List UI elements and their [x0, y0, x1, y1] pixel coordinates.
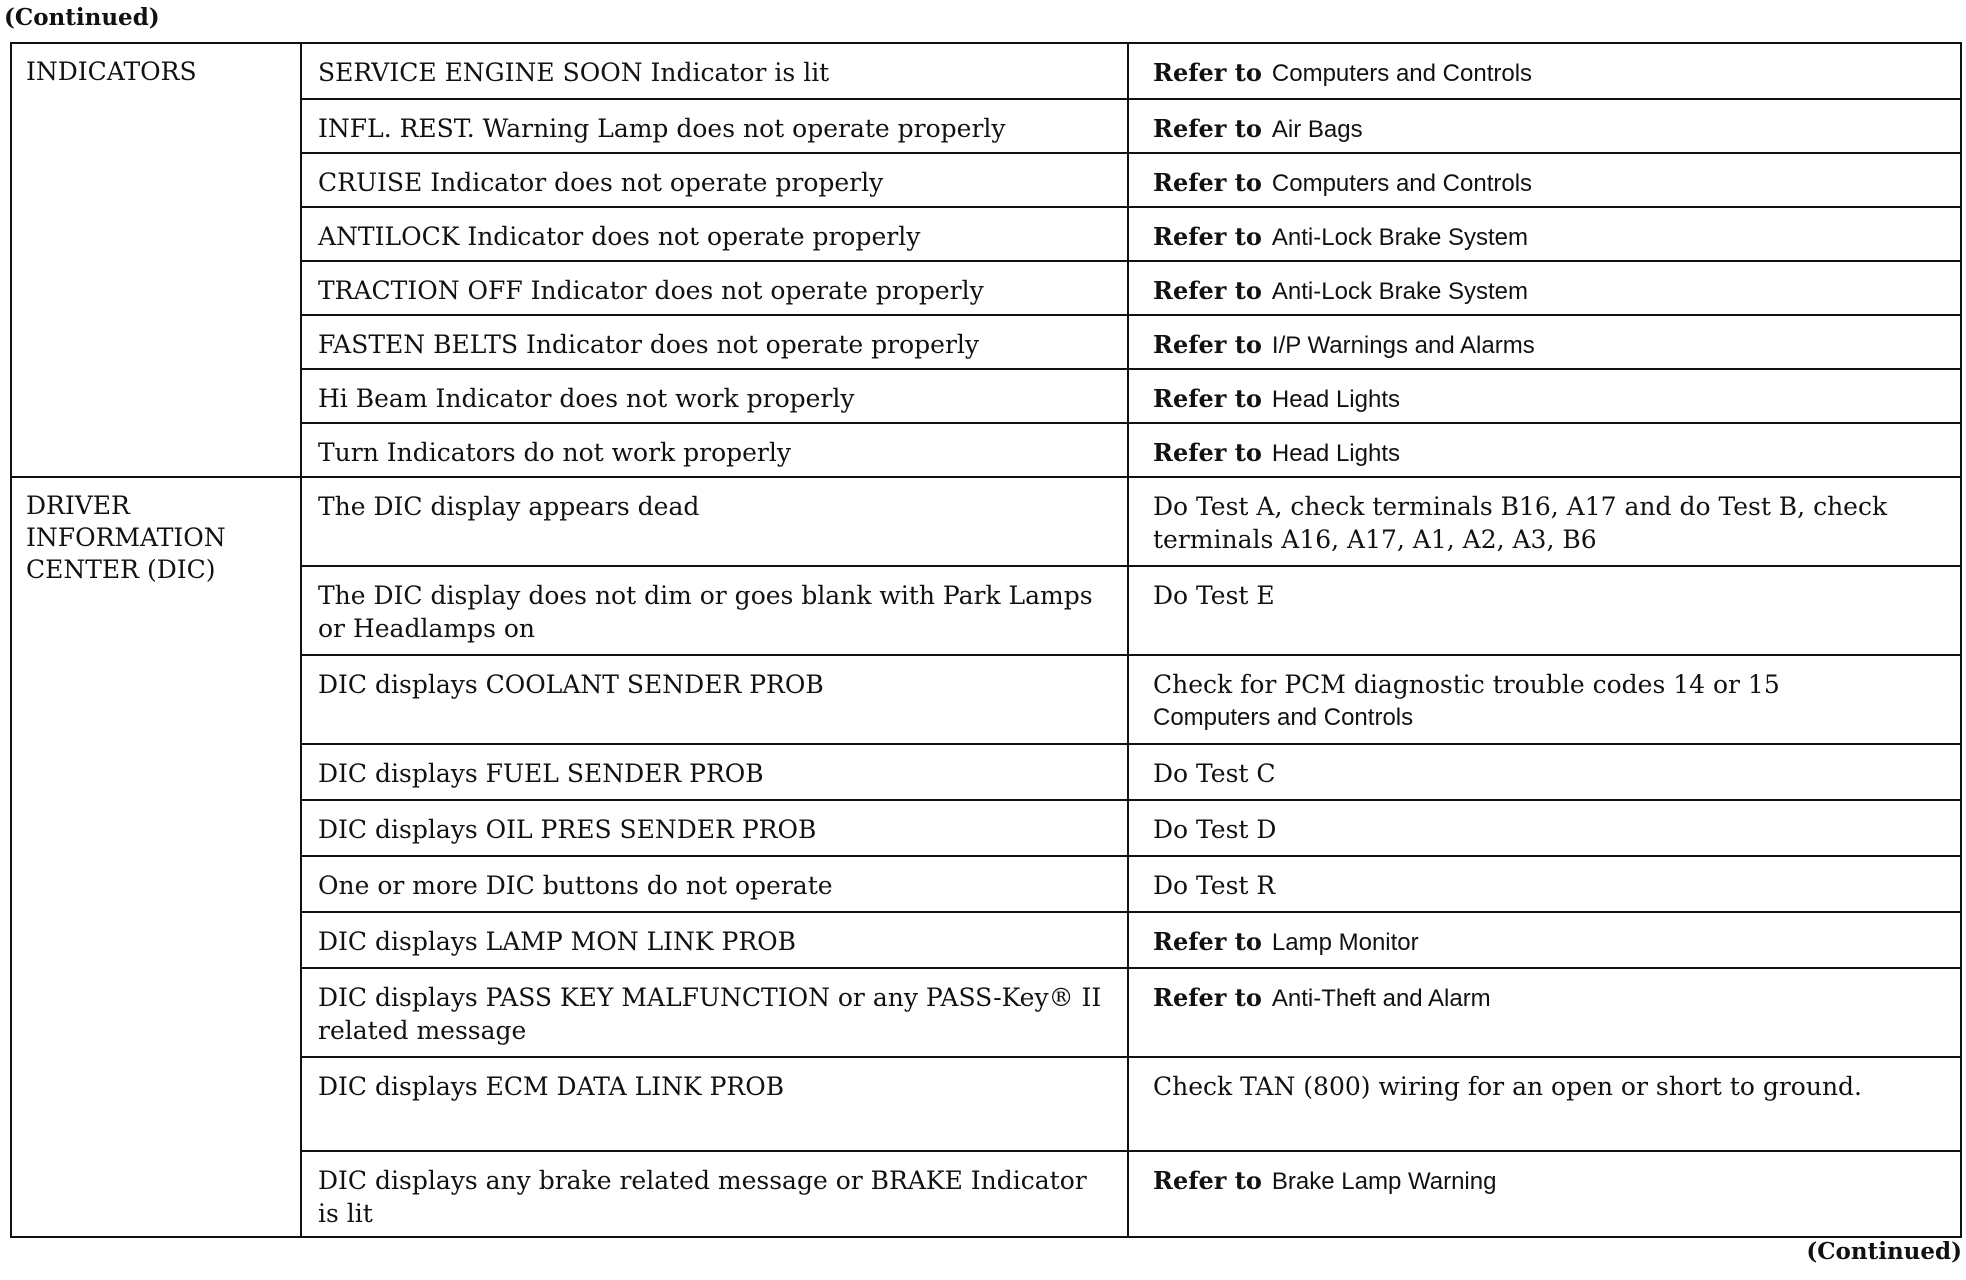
- symptom-cell: INFL. REST. Warning Lamp does not operate properly: [301, 99, 1128, 153]
- table-row: [11, 423, 1961, 477]
- table-row: [11, 99, 1961, 153]
- table-row: [11, 856, 1961, 912]
- table-row: [11, 968, 1961, 1057]
- table-row: [11, 261, 1961, 315]
- table-row: [11, 912, 1961, 968]
- action-cell: [1128, 315, 1961, 369]
- action-cell: Do Test A, check terminals B16, A17 and do Test B, check terminals A16, A17, A1, A2, A3, B6: [1128, 477, 1961, 566]
- diagnosis-table: [10, 42, 1962, 1238]
- refer-target: I/P Warnings and Alarms: [1271, 332, 1535, 359]
- action-cell: [1128, 423, 1961, 477]
- symptom-cell: CRUISE Indicator does not operate properly: [301, 153, 1128, 207]
- table-row: [11, 1151, 1961, 1237]
- action-cell: Do Test C: [1128, 744, 1961, 800]
- table-row: [11, 207, 1961, 261]
- symptom-cell: TRACTION OFF Indicator does not operate properly: [301, 261, 1128, 315]
- continued-bottom-label: (Continued): [1806, 1238, 1962, 1265]
- table-row: [11, 369, 1961, 423]
- symptom-cell: DIC displays COOLANT SENDER PROB: [301, 655, 1128, 744]
- symptom-cell: Hi Beam Indicator does not work properly: [301, 369, 1128, 423]
- refer-label: Refer to: [1153, 384, 1262, 413]
- symptom-cell: ANTILOCK Indicator does not operate properly: [301, 207, 1128, 261]
- refer-target: Head Lights: [1271, 440, 1400, 467]
- action-cell: Do Test D: [1128, 800, 1961, 856]
- symptom-cell: The DIC display does not dim or goes blank with Park Lamps or Headlamps on: [301, 566, 1128, 655]
- refer-target: Air Bags: [1271, 116, 1363, 143]
- action-note: Computers and Controls: [1153, 704, 1414, 731]
- table-row: [11, 43, 1961, 99]
- refer-target: Computers and Controls: [1271, 60, 1533, 87]
- table-row: [11, 1057, 1961, 1151]
- action-cell: Do Test E: [1128, 566, 1961, 655]
- symptom-cell: The DIC display appears dead: [301, 477, 1128, 566]
- action-cell: Check TAN (800) wiring for an open or short to ground.: [1128, 1057, 1961, 1151]
- refer-target: Anti-Lock Brake System: [1271, 224, 1528, 251]
- refer-label: Refer to: [1153, 168, 1262, 197]
- refer-label: Refer to: [1153, 1166, 1262, 1195]
- action-cell: [1128, 261, 1961, 315]
- symptom-cell: One or more DIC buttons do not operate: [301, 856, 1128, 912]
- action-cell: [1128, 153, 1961, 207]
- action-cell: [1128, 912, 1961, 968]
- refer-target: Anti-Lock Brake System: [1271, 278, 1528, 305]
- action-text: Check for PCM diagnostic trouble codes 14 or 15: [1153, 670, 1780, 699]
- table-row: [11, 315, 1961, 369]
- refer-target: Head Lights: [1271, 386, 1400, 413]
- action-cell: [1128, 207, 1961, 261]
- action-cell: [1128, 43, 1961, 99]
- refer-target: Anti-Theft and Alarm: [1271, 985, 1491, 1012]
- refer-target: Brake Lamp Warning: [1271, 1168, 1497, 1195]
- table-row: [11, 655, 1961, 744]
- action-cell: [1128, 968, 1961, 1057]
- symptom-cell: DIC displays PASS KEY MALFUNCTION or any PASS-Key® II related message: [301, 968, 1128, 1057]
- symptom-cell: DIC displays ECM DATA LINK PROB: [301, 1057, 1128, 1151]
- symptom-cell: Turn Indicators do not work properly: [301, 423, 1128, 477]
- refer-target: Lamp Monitor: [1271, 929, 1419, 956]
- action-cell: Do Test R: [1128, 856, 1961, 912]
- symptom-cell: DIC displays OIL PRES SENDER PROB: [301, 800, 1128, 856]
- table-row: [11, 744, 1961, 800]
- refer-target: Computers and Controls: [1271, 170, 1533, 197]
- refer-label: Refer to: [1153, 276, 1262, 305]
- symptom-cell: DIC displays any brake related message or BRAKE Indicator is lit: [301, 1151, 1128, 1237]
- action-cell: [1128, 99, 1961, 153]
- refer-label: Refer to: [1153, 222, 1262, 251]
- symptom-cell: FASTEN BELTS Indicator does not operate properly: [301, 315, 1128, 369]
- symptom-cell: SERVICE ENGINE SOON Indicator is lit: [301, 43, 1128, 99]
- refer-label: Refer to: [1153, 330, 1262, 359]
- refer-label: Refer to: [1153, 58, 1262, 87]
- refer-label: Refer to: [1153, 438, 1262, 467]
- group-label-indicators: INDICATORS: [11, 43, 301, 477]
- table-row: [11, 477, 1961, 566]
- table-row: [11, 800, 1961, 856]
- action-cell: [1128, 369, 1961, 423]
- symptom-cell: DIC displays LAMP MON LINK PROB: [301, 912, 1128, 968]
- refer-label: Refer to: [1153, 927, 1262, 956]
- refer-label: Refer to: [1153, 114, 1262, 143]
- table-row: [11, 153, 1961, 207]
- table-row: [11, 566, 1961, 655]
- refer-label: Refer to: [1153, 983, 1262, 1012]
- action-cell: [1128, 1151, 1961, 1237]
- continued-top-label: (Continued): [4, 4, 160, 31]
- group-label-dic: DRIVER INFORMATION CENTER (DIC): [11, 477, 301, 1237]
- symptom-cell: DIC displays FUEL SENDER PROB: [301, 744, 1128, 800]
- action-cell: [1128, 655, 1961, 744]
